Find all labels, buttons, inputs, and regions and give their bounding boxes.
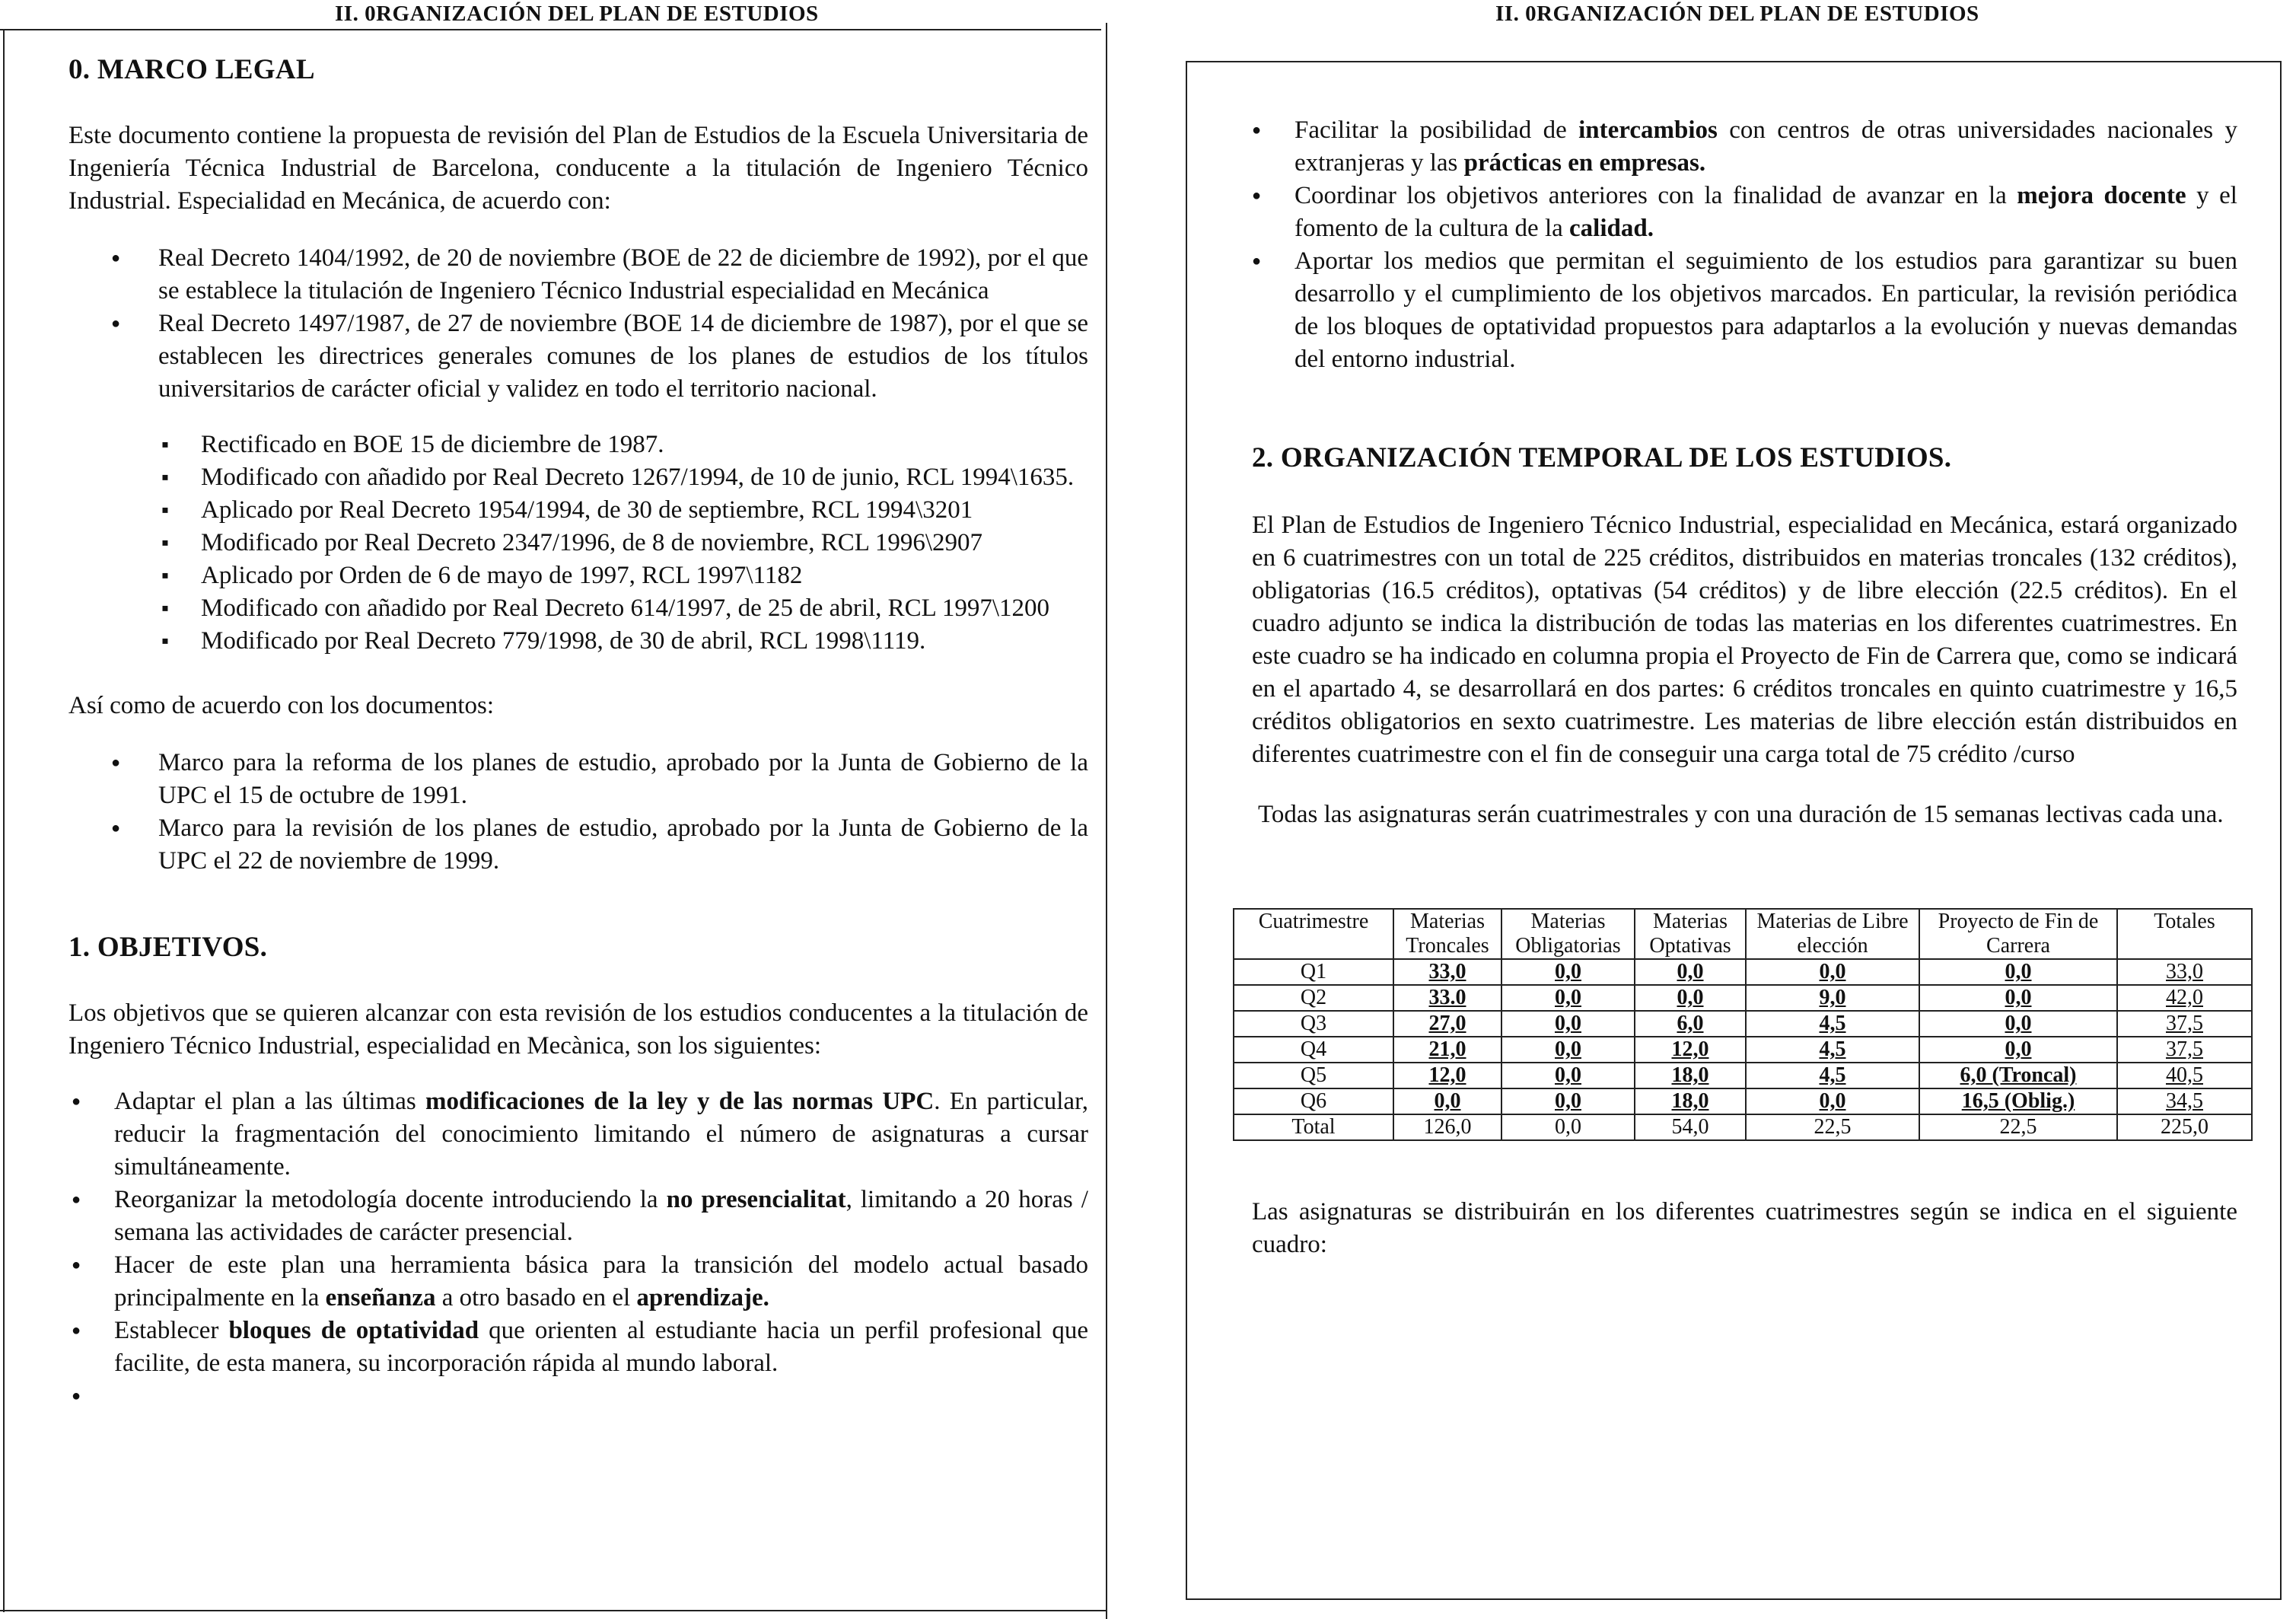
left-right-rule [1106, 23, 1107, 1619]
amendment-item: ▪ Modificado por Real Decreto 2347/1996, de 8 de noviembre, RCL 1996\2907 [201, 527, 1088, 559]
objectives-list-left [68, 1085, 1088, 1413]
objective-item: ● Facilitar la posibilidad de intercambios con centros de otras universidades nacionales y extranjeras y las prácticas en empresas. [1294, 114, 2237, 180]
amendment-item: ▪ Aplicado por Real Decreto 1954/1994, de 30 de septiembre, RCL 1994\3201 [201, 494, 1088, 527]
amendment-item: ▪ Modificado con añadido por Real Decreto 1267/1994, de 10 de junio, RCL 1994\1635. [201, 461, 1088, 494]
decree-item: ● Real Decreto 1404/1992, de 20 de noviembre (BOE de 22 de diciembre de 1992), por el que se establece la titulación de Ingeniero Técnico Industrial especialidad en Mecánica [158, 242, 1088, 308]
left-page [68, 53, 1088, 1413]
header-totales: Totales [2117, 909, 2252, 959]
amendment-item: ▪ Aplicado por Orden de 6 de mayo de 1997, RCL 1997\1182 [201, 559, 1088, 592]
decree-item: ● Real Decreto 1497/1987, de 27 de noviembre (BOE 14 de diciembre de 1987), por el que se establecen les directrices generales comunes de los planes de estudios de los títulos universitarios de carácter oficial y validez en todo el territorio nacional. [158, 308, 1088, 406]
distribution-paragraph: Las asignaturas se distribuirán en los diferentes cuatrimestres según se indica en el siguiente cuadro: [1252, 1198, 2237, 1258]
header-libre: Materias de Libre elección [1746, 909, 1919, 959]
objective-item: ● Establecer bloques de optatividad que orienten al estudiante hacia un perfil profesional que facilite, de esta manera, su incorporación rápida al mundo laboral. [114, 1315, 1088, 1380]
objective-item-empty [114, 1380, 1088, 1413]
table-header-row [1234, 909, 2252, 959]
objective-item: ● Aportar los medios que permitan el seguimiento de los estudios para garantizar su buen desarrollo y el cumplimiento de los objetivos marcados. En particular, la revisión periódica de los bloques de optatividad propuestos para adaptarlos a la evolución y nuevas demandas del entorno industrial. [1294, 245, 2237, 376]
document-item: ● Marco para la revisión de los planes de estudio, aprobado por la Junta de Gobierno de la UPC el 22 de noviembre de 1999. [158, 812, 1088, 878]
objective-item: ● Hacer de este plan una herramienta básica para la transición del modelo actual basado principalmente en la enseñanza a otro basado en el aprendizaje. [114, 1249, 1088, 1315]
amendment-item: ▪ Modificado por Real Decreto 779/1998, de 30 de abril, RCL 1998\1119. [201, 625, 1088, 658]
table-row: Q1 33,0 0,0 0,0 0,0 0,0 33,0 [1234, 959, 2252, 985]
section-2-title: 2. ORGANIZACIÓN TEMPORAL DE LOS ESTUDIOS. [1252, 442, 1952, 473]
table-row: Q2 33.0 0,0 0,0 9,0 0,0 42,0 [1234, 985, 2252, 1011]
objectives-intro: Los objetivos que se quieren alcanzar con esta revisión de los estudios conducentes a la titulación de Ingeniero Técnico Industrial, especialidad en Mecànica, son los siguientes: [68, 999, 1088, 1060]
table-row: Q3 27,0 0,0 6,0 4,5 0,0 37,5 [1234, 1011, 2252, 1037]
table-row: Q4 21,0 0,0 12,0 4,5 0,0 37,5 [1234, 1037, 2252, 1063]
objectives-list-right [1252, 114, 2237, 376]
amendment-item: ▪ Modificado con añadido por Real Decreto 614/1997, de 25 de abril, RCL 1997\1200 [201, 592, 1088, 625]
header-optativas: Materias Optativas [1635, 909, 1746, 959]
distribution-note [1252, 1196, 2237, 1261]
decree-list [68, 242, 1088, 406]
credits-table-wrap [1233, 908, 2253, 1141]
document-item: ● Marco para la reforma de los planes de estudio, aprobado por la Junta de Gobierno de la UPC el 15 de octubre de 1991. [158, 747, 1088, 812]
header-proyecto: Proyecto de Fin de Carrera [1919, 909, 2117, 959]
credits-table [1233, 908, 2253, 1141]
left-top-rule [0, 29, 1101, 30]
organization-paragraph: El Plan de Estudios de Ingeniero Técnico Industrial, especialidad en Mecánica, estará organizado en 6 cuatrimestres con un total de 225 créditos, distribuidos en materias troncales (132 créditos), obligatorias (16.5 créditos), optativas (54 créditos) y de libre elección (22.5 créditos). En el cuadro adjunto se indica la distribución de todas las materias en los diferentes cuatrimestres. En este cuadro se ha indicado en columna propia el Proyecto de Fin de Carrera que, como se indicará en el apartado 4, se desarrollará en dos partes: 6 créditos troncales en quinto cuatrimestre y 16,5 créditos obligatorios en sexto cuatrimestre. Les materias de libre elección están distribuidos en diferentes cuatrimestre con el fin de conseguir una carga total de 75 crédito /curso [1252, 512, 2237, 768]
amendment-item: ▪ Rectificado en BOE 15 de diciembre de 1987. [201, 429, 1088, 461]
right-page [1252, 114, 2237, 831]
page-header-right: II. 0RGANIZACIÓN DEL PLAN DE ESTUDIOS [1495, 2, 1979, 26]
table-total-row: Total 126,0 0,0 54,0 22,5 22,5 225,0 [1234, 1114, 2252, 1140]
header-obligatorias: Materias Obligatorias [1501, 909, 1635, 959]
objective-item: ● Reorganizar la metodología docente introduciendo la no presencialitat, limitando a 20 horas / semana las actividades de carácter presencial. [114, 1184, 1088, 1249]
duration-paragraph: Todas las asignaturas serán cuatrimestrales y con una duración de 15 semanas lectivas cada una. [1258, 801, 2224, 828]
table-row: Q6 0,0 0,0 18,0 0,0 16,5 (Oblig.) 34,5 [1234, 1088, 2252, 1114]
documents-intro: Así como de acuerdo con los documentos: [68, 692, 495, 719]
header-cuatrimestre: Cuatrimestre [1234, 909, 1393, 959]
table-row: Q5 12,0 0,0 18,0 4,5 6,0 (Troncal) 40,5 [1234, 1063, 2252, 1088]
left-bottom-rule [0, 1610, 1107, 1611]
documents-list [68, 747, 1088, 878]
amendment-list [68, 429, 1088, 658]
left-left-rule [3, 29, 5, 1612]
objective-item: ● Adaptar el plan a las últimas modificaciones de la ley y de las normas UPC. En particular, reducir la fragmentación del conocimiento limitando el número de asignaturas a cursar simultáneamente. [114, 1085, 1088, 1184]
section-1-title: 1. OBJETIVOS. [68, 932, 268, 963]
section-0-title: 0. MARCO LEGAL [68, 54, 315, 85]
objective-item: ● Coordinar los objetivos anteriores con la finalidad de avanzar en la mejora docente y el fomento de la cultura de la calidad. [1294, 180, 2237, 245]
intro-paragraph: Este documento contiene la propuesta de revisión del Plan de Estudios de la Escuela Universitaria de Ingeniería Técnica Industrial de Barcelona, conducente a la titulación de Ingeniero Técnico Industrial. Especialidad en Mecánica, de acuerdo con: [68, 122, 1088, 215]
header-troncales: Materias Troncales [1393, 909, 1501, 959]
page-header-left: II. 0RGANIZACIÓN DEL PLAN DE ESTUDIOS [335, 2, 819, 26]
